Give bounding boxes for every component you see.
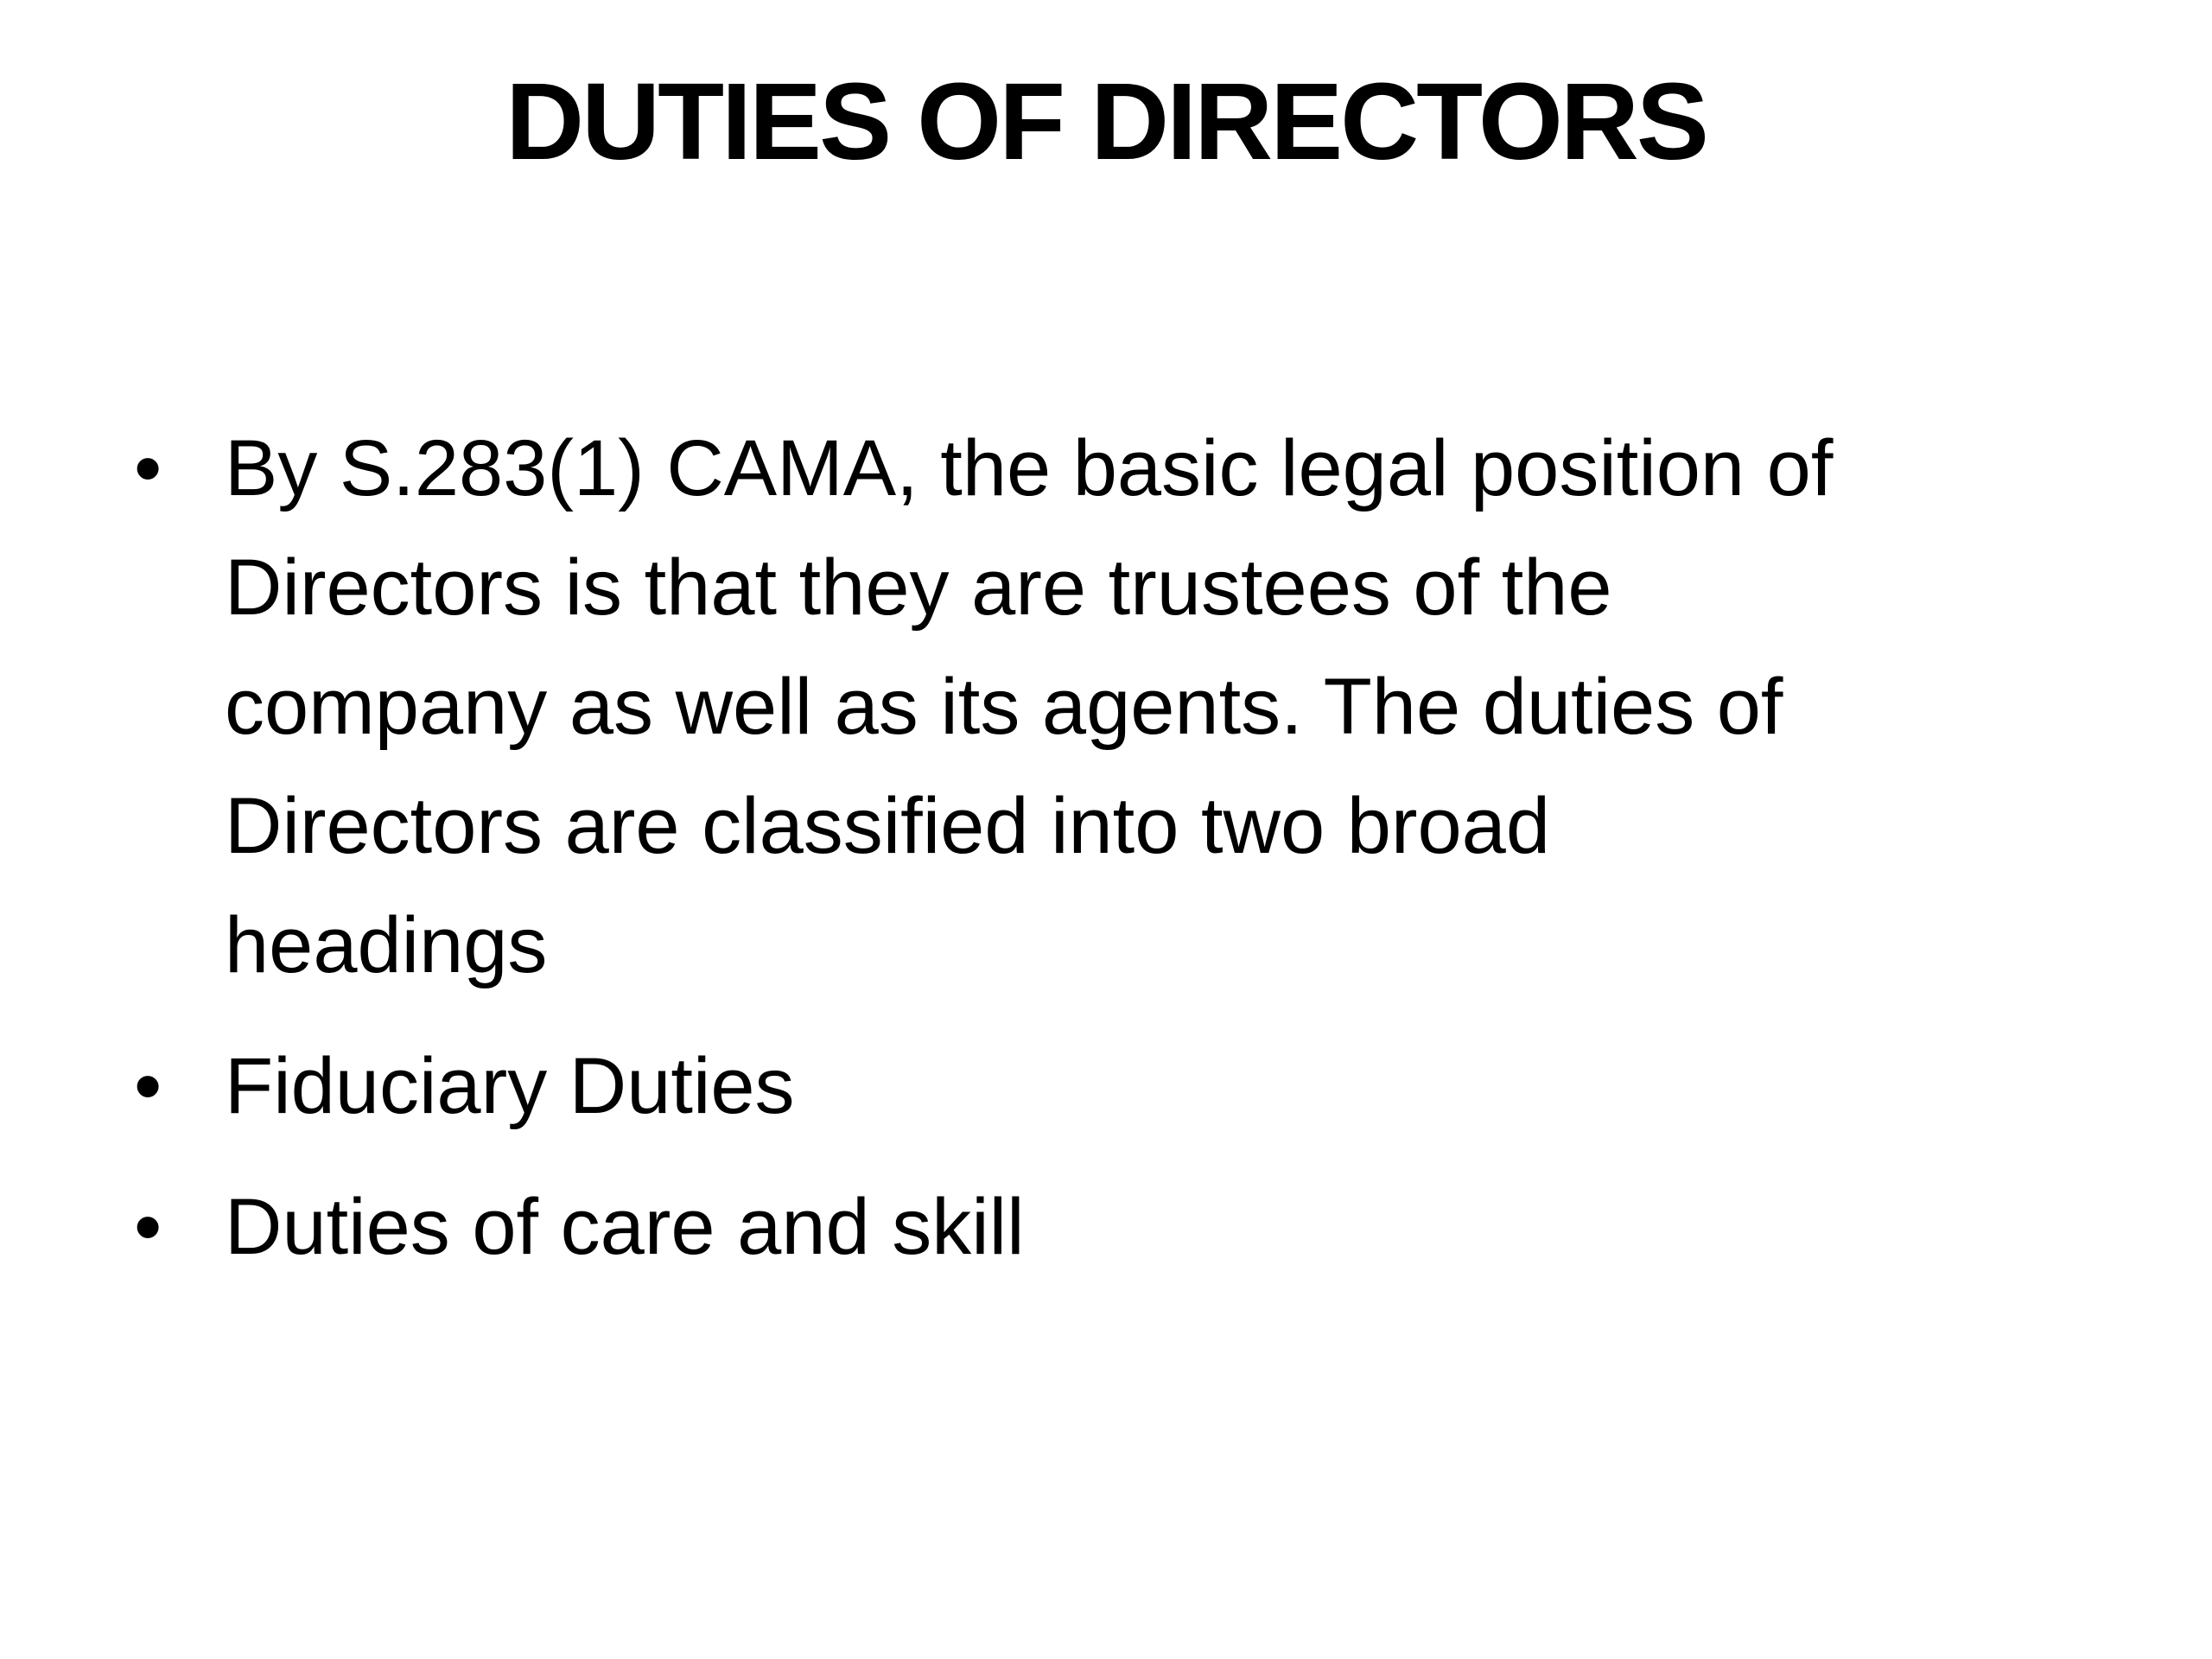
bullet-item (134, 409, 2108, 1005)
slide-title: DUTIES OF DIRECTORS (505, 60, 1707, 182)
bullet-line: company as well as its agents. The duties of (225, 663, 1783, 751)
bullet-list (134, 409, 2108, 1308)
bullet-text (225, 1027, 2108, 1146)
bullet-item (134, 1027, 2108, 1146)
bullet-marker: • (134, 1183, 162, 1271)
bullet-line: Duties of care and skill (225, 1183, 1025, 1271)
bullet-line: headings (225, 901, 548, 989)
bullet-line: By S.283(1) CAMA, the basic legal position of (225, 424, 1834, 512)
bullet-line: Fiduciary Duties (225, 1042, 795, 1130)
bullet-text (225, 1167, 2108, 1287)
bullet-line: Directors is that they are trustees of the (225, 543, 1612, 632)
bullet-marker: • (134, 1042, 162, 1130)
bullet-item (134, 1167, 2108, 1287)
bullet-marker: • (134, 424, 162, 512)
bullet-text (225, 409, 2108, 1005)
bullet-line: Directors are classified into two broad (225, 782, 1550, 870)
